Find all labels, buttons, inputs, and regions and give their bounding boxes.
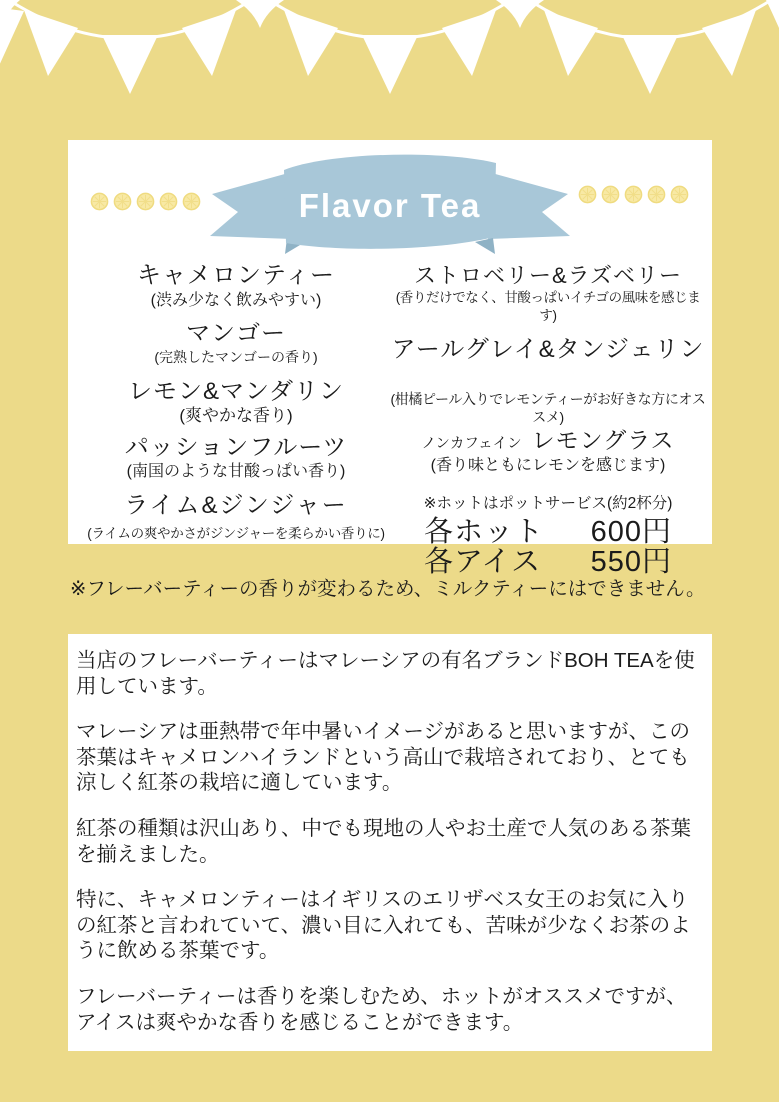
- info-paragraph: 紅茶の種類は沢山あり、中でも現地の人やお土産で人気のある茶葉を揃えました。: [76, 816, 691, 866]
- menu-item-name-row: [390, 426, 706, 454]
- ribbon-tail-left: [210, 172, 292, 239]
- banner-title: Flavor Tea: [298, 187, 482, 224]
- menu-item-name: ストロベリー&ラズベリー: [413, 263, 682, 288]
- pennant-flag: [182, 10, 236, 76]
- menu-item: [390, 426, 706, 476]
- pot-service-note: ※ホットはポットサービス(約2杯分): [423, 495, 673, 512]
- ribbon-tail-right: [488, 172, 570, 239]
- bunting-flags-decoration: [0, 0, 779, 110]
- lemon-decoration-row-left: [90, 192, 201, 211]
- menu-item-name: レモングラス: [531, 427, 675, 453]
- menu-item: [76, 378, 396, 426]
- pennant-flag: [622, 35, 678, 94]
- menu-item-note: (香り味ともにレモンを感じます): [430, 457, 666, 474]
- lemon-slice-icon: [136, 192, 155, 211]
- flavor-menu-card: [68, 140, 712, 578]
- pennant-flag: [544, 10, 598, 76]
- menu-column-left: [76, 262, 396, 543]
- lemon-slice-icon: [601, 185, 620, 204]
- menu-item-name: アールグレイ&タンジェリン: [391, 336, 705, 363]
- price-block: [424, 517, 672, 577]
- info-paragraph: 特に、キャメロンティーはイギリスのエリザベス女王のお気に入りの紅茶と言われていて、濃い目に入れても、苦味が少なくお茶のように飲める茶葉です。: [76, 888, 691, 963]
- menu-item-name: レモン&マンダリン: [127, 378, 345, 405]
- info-paragraph: フレーバーティーは香りを楽しむため、ホットがオススメですが、アイスは爽やかな香りを感じることができます。: [76, 984, 687, 1034]
- menu-item: [390, 262, 706, 325]
- price-label: 各ホット: [424, 516, 545, 548]
- menu-item-note: (柑橘ピール入りでレモンティーがお好きな方にオススメ): [390, 391, 706, 425]
- price-label: 各アイス: [424, 546, 542, 578]
- menu-item: [76, 434, 396, 482]
- lemon-slice-icon: [113, 192, 132, 211]
- price-value: 550円: [590, 546, 672, 578]
- menu-item: [76, 492, 396, 543]
- menu-item-name: キャメロンティー: [136, 262, 336, 289]
- menu-item: [76, 262, 396, 311]
- menu-item-note: (爽やかな香り): [179, 406, 293, 425]
- non-caffeine-label: ノンカフェイン: [421, 436, 522, 452]
- info-paragraph: マレーシアは亜熱帯で年中暑いイメージがあると思いますが、この茶葉はキャメロンハイランドという高山で栽培されており、とても涼しく紅茶の栽培に適しています。: [76, 720, 690, 795]
- lemon-slice-icon: [182, 192, 201, 211]
- menu-item-note: (香りだけでなく、甘酸っぱいイチゴの風味を感じます): [395, 290, 701, 323]
- menu-item-name: ライム&ジンジャー: [124, 492, 348, 519]
- pennant-flag: [442, 10, 496, 76]
- pennant-flag: [284, 10, 338, 76]
- info-card: [68, 634, 712, 1051]
- lemon-slice-icon: [578, 185, 597, 204]
- bunting-corner-right: [766, 0, 779, 28]
- price-row: [424, 517, 672, 547]
- pennant-flag: [702, 10, 756, 76]
- pennant-flag: [102, 35, 158, 94]
- menu-item-note: (渋み少なく飲みやすい): [150, 292, 322, 309]
- price-value: 600円: [590, 516, 672, 548]
- menu-item: [390, 336, 706, 426]
- menu-item-name: マンゴー: [186, 320, 286, 347]
- menu-column-right: [390, 262, 706, 577]
- lemon-slice-icon: [647, 185, 666, 204]
- lemon-slice-icon: [624, 185, 643, 204]
- menu-item-note: (ライムの爽やかさがジンジャーを柔らかい香りに): [87, 526, 385, 541]
- lemon-decoration-row-right: [578, 185, 689, 204]
- menu-item-name: パッションフルーツ: [124, 434, 348, 461]
- price-row: [424, 547, 672, 577]
- info-paragraph: 当店のフレーバーティーはマレーシアの有名ブランドBOH TEAを使用しています。: [76, 649, 695, 698]
- ribbon-banner: [210, 148, 570, 260]
- menu-item-note: (完熟したマンゴーの香り): [154, 349, 318, 365]
- lemon-slice-icon: [670, 185, 689, 204]
- menu-item: [76, 320, 396, 367]
- pennant-flag: [0, 4, 24, 68]
- milk-tea-warning-note: ※フレーバーティーの香りが変わるため、ミルクティーにはできません。: [70, 578, 706, 600]
- pennant-flag: [362, 35, 418, 94]
- lemon-slice-icon: [90, 192, 109, 211]
- pennant-flag: [24, 10, 78, 76]
- ribbon-graphic: [210, 148, 570, 260]
- menu-item-note: (南国のような甘酸っぱい香り): [126, 463, 346, 480]
- lemon-slice-icon: [159, 192, 178, 211]
